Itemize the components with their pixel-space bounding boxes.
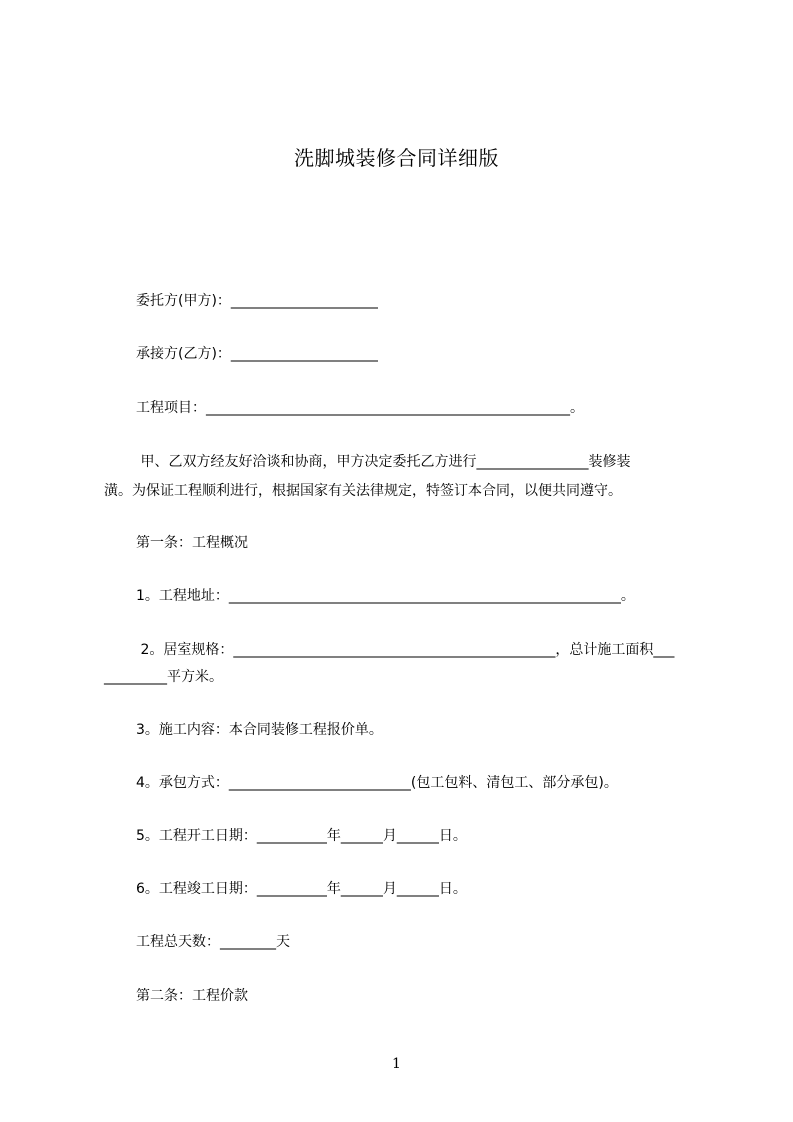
contract-mode-line: 4。承包方式：__________________________(包工包料、清包工、部分承包)。 <box>136 775 618 791</box>
start-date-line: 5。工程开工日期：__________年______月______日。 <box>136 828 467 844</box>
room-spec-line-1: 2。居室规格：______________________________________________，总计施工面积___ <box>136 642 675 658</box>
end-date-line: 6。工程竣工日期：__________年______月______日。 <box>136 881 467 897</box>
intro-paragraph-line-2: 潢。为保证工程顺利进行，根据国家有关法律规定，特签订本合同，以便共同遵守。 <box>104 483 622 499</box>
project-line: 工程项目：____________________________________________________。 <box>136 400 584 416</box>
article-2-heading: 第二条：工程价款 <box>136 988 248 1004</box>
contractor-line: 承接方(乙方)：_____________________ <box>136 346 378 362</box>
intro-paragraph-line-1: 甲、乙双方经友好洽谈和协商，甲方决定委托乙方进行________________装修装 <box>136 454 631 470</box>
page-number: 1 <box>392 1056 401 1072</box>
work-content-line: 3。施工内容：本合同装修工程报价单。 <box>136 722 383 738</box>
article-1-heading: 第一条：工程概况 <box>136 535 248 551</box>
total-days-line: 工程总天数：________天 <box>136 934 290 950</box>
client-line: 委托方(甲方)：_____________________ <box>136 293 378 309</box>
address-line: 1。工程地址：________________________________________________________。 <box>136 588 635 604</box>
document-title: 洗脚城装修合同详细版 <box>294 146 499 170</box>
room-spec-line-2: _________平方米。 <box>104 669 223 685</box>
